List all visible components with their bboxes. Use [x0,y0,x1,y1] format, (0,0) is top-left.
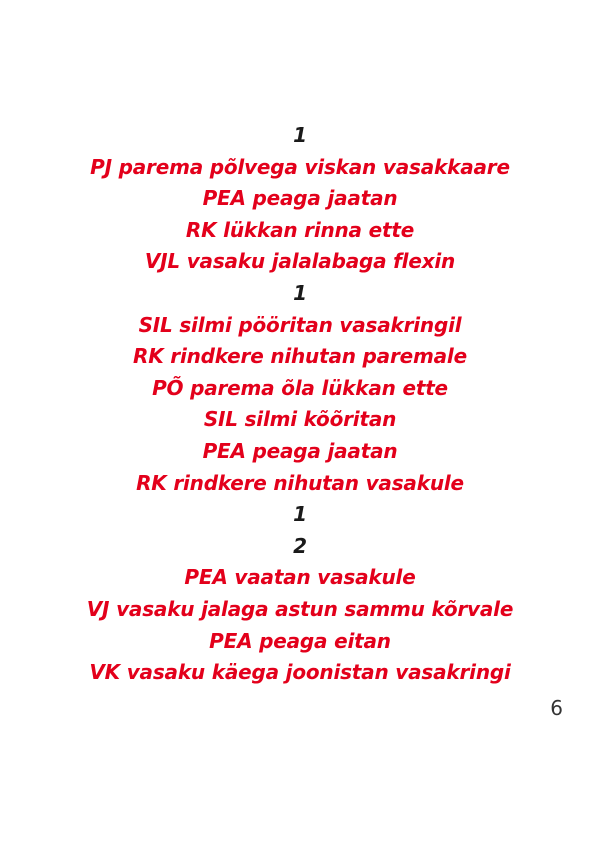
movement-line: PEA peaga jaatan [202,438,398,463]
movement-line: SIL silmi pööritan vasakringil [138,312,462,337]
movement-line: VJL vasaku jalalabaga flexin [144,249,456,274]
movement-line: PEA peaga jaatan [202,186,398,211]
movement-line: VJ vasaku jalaga astun sammu kõrvale [86,596,514,621]
movement-line: SIL silmi kõõritan [203,407,397,432]
count-line: 1 [293,123,307,147]
movement-line: RK rindkere nihutan paremale [133,344,467,369]
movement-line: PEA vaatan vasakule [184,565,416,590]
movement-score [0,120,600,689]
count-line: 1 [293,502,307,527]
movement-line: RK lükkan rinna ette [185,217,415,242]
movement-line: PÕ parema õla lükkan ette [152,375,448,400]
movement-line: PEA peaga eitan [209,628,391,653]
page-number: 6 [550,696,563,720]
movement-line: PJ parema põlvega viskan vasakkaare [90,154,510,179]
movement-line: VK vasaku käega joonistan vasakringi [89,660,511,685]
count-line: 2 [293,533,307,558]
movement-line: RK rindkere nihutan vasakule [136,470,464,495]
count-line: 1 [293,280,307,305]
